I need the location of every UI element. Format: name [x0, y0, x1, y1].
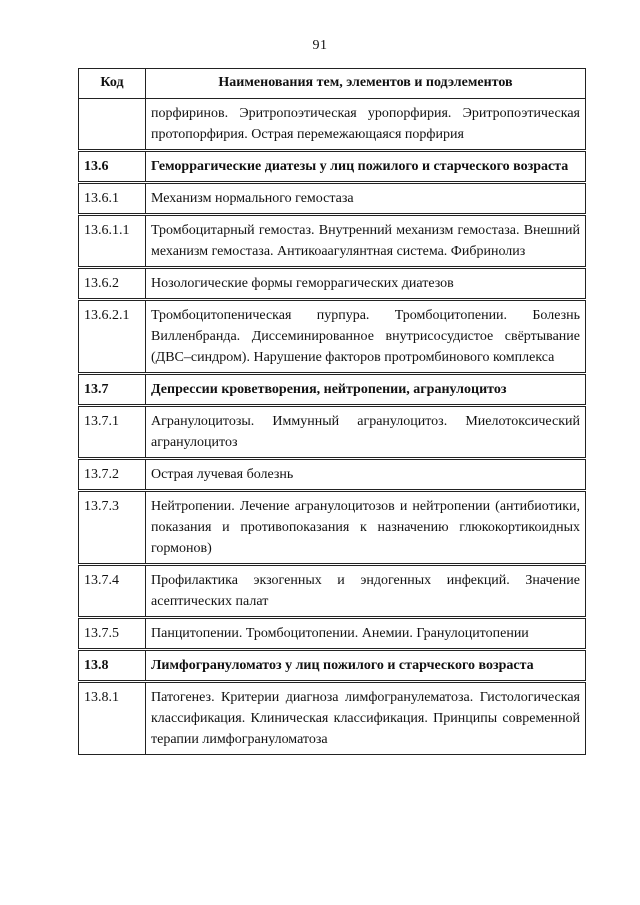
row-code [79, 99, 146, 151]
row-name: Депрессии кроветворения, нейтропении, агранулоцитоз [146, 374, 586, 406]
row-name: Нозологические формы геморрагических диатезов [146, 268, 586, 300]
row-code: 13.6.1.1 [79, 215, 146, 268]
row-code: 13.7.1 [79, 406, 146, 459]
table-row [79, 491, 586, 565]
header-name: Наименования тем, элементов и подэлементов [146, 69, 586, 99]
row-name: Лимфогрануломатоз у лиц пожилого и старческого возраста [146, 650, 586, 682]
row-code: 13.7.5 [79, 618, 146, 650]
row-code: 13.8 [79, 650, 146, 682]
table-row [79, 99, 586, 151]
table-row [79, 183, 586, 215]
row-name: Профилактика экзогенных и эндогенных инфекций. Значение асептических палат [146, 565, 586, 618]
row-code: 13.7.4 [79, 565, 146, 618]
row-code: 13.7 [79, 374, 146, 406]
row-name: Геморрагические диатезы у лиц пожилого и старческого возраста [146, 151, 586, 183]
table-header-row [79, 69, 586, 99]
table-row [79, 268, 586, 300]
table-row-section [79, 151, 586, 183]
row-name: Тромбоцитопеническая пурпура. Тромбоцитопении. Болезнь Вилленбранда. Диссеминированное внутрисосудистое свёртывание (ДВС–синдром). Нарушение факторов протромбинового комплекса [146, 300, 586, 374]
row-code: 13.8.1 [79, 682, 146, 755]
row-name: Агранулоцитозы. Иммунный агранулоцитоз. Миелотоксический агранулоцитоз [146, 406, 586, 459]
row-name: Панцитопении. Тромбоцитопении. Анемии. Гранулоцитопении [146, 618, 586, 650]
table-row-section [79, 374, 586, 406]
row-code: 13.6.1 [79, 183, 146, 215]
row-name: Патогенез. Критерии диагноза лимфогранулематоза. Гистологическая классификация. Клиническая классификация. Принципы современной терапии лимфогрануломатоза [146, 682, 586, 755]
row-code: 13.7.2 [79, 459, 146, 491]
row-name: Тромбоцитарный гемостаз. Внутренний механизм гемостаза. Внешний механизм гемостаза. Антикоаагулянтная система. Фибринолиз [146, 215, 586, 268]
table-row [79, 682, 586, 755]
table-header [79, 69, 586, 99]
page-number: 91 [312, 38, 328, 53]
table-row [79, 406, 586, 459]
row-code: 13.6 [79, 151, 146, 183]
table-row [79, 459, 586, 491]
table-row [79, 618, 586, 650]
row-code: 13.7.3 [79, 491, 146, 565]
header-code: Код [79, 69, 146, 99]
table-row-section [79, 650, 586, 682]
row-name: Острая лучевая болезнь [146, 459, 586, 491]
table-row [79, 565, 586, 618]
topics-table [78, 68, 586, 755]
row-name: Нейтропении. Лечение агранулоцитозов и нейтропении (антибиотики, показания и противопоказания к назначению глюкокортикоидных гормонов) [146, 491, 586, 565]
row-code: 13.6.2.1 [79, 300, 146, 374]
table-body [79, 99, 586, 755]
table-row [79, 300, 586, 374]
row-name: Механизм нормального гемостаза [146, 183, 586, 215]
row-code: 13.6.2 [79, 268, 146, 300]
table-row [79, 215, 586, 268]
row-name: порфиринов. Эритропоэтическая уропорфирия. Эритропоэтическая протопорфирия. Острая перемежающаяся порфирия [146, 99, 586, 151]
